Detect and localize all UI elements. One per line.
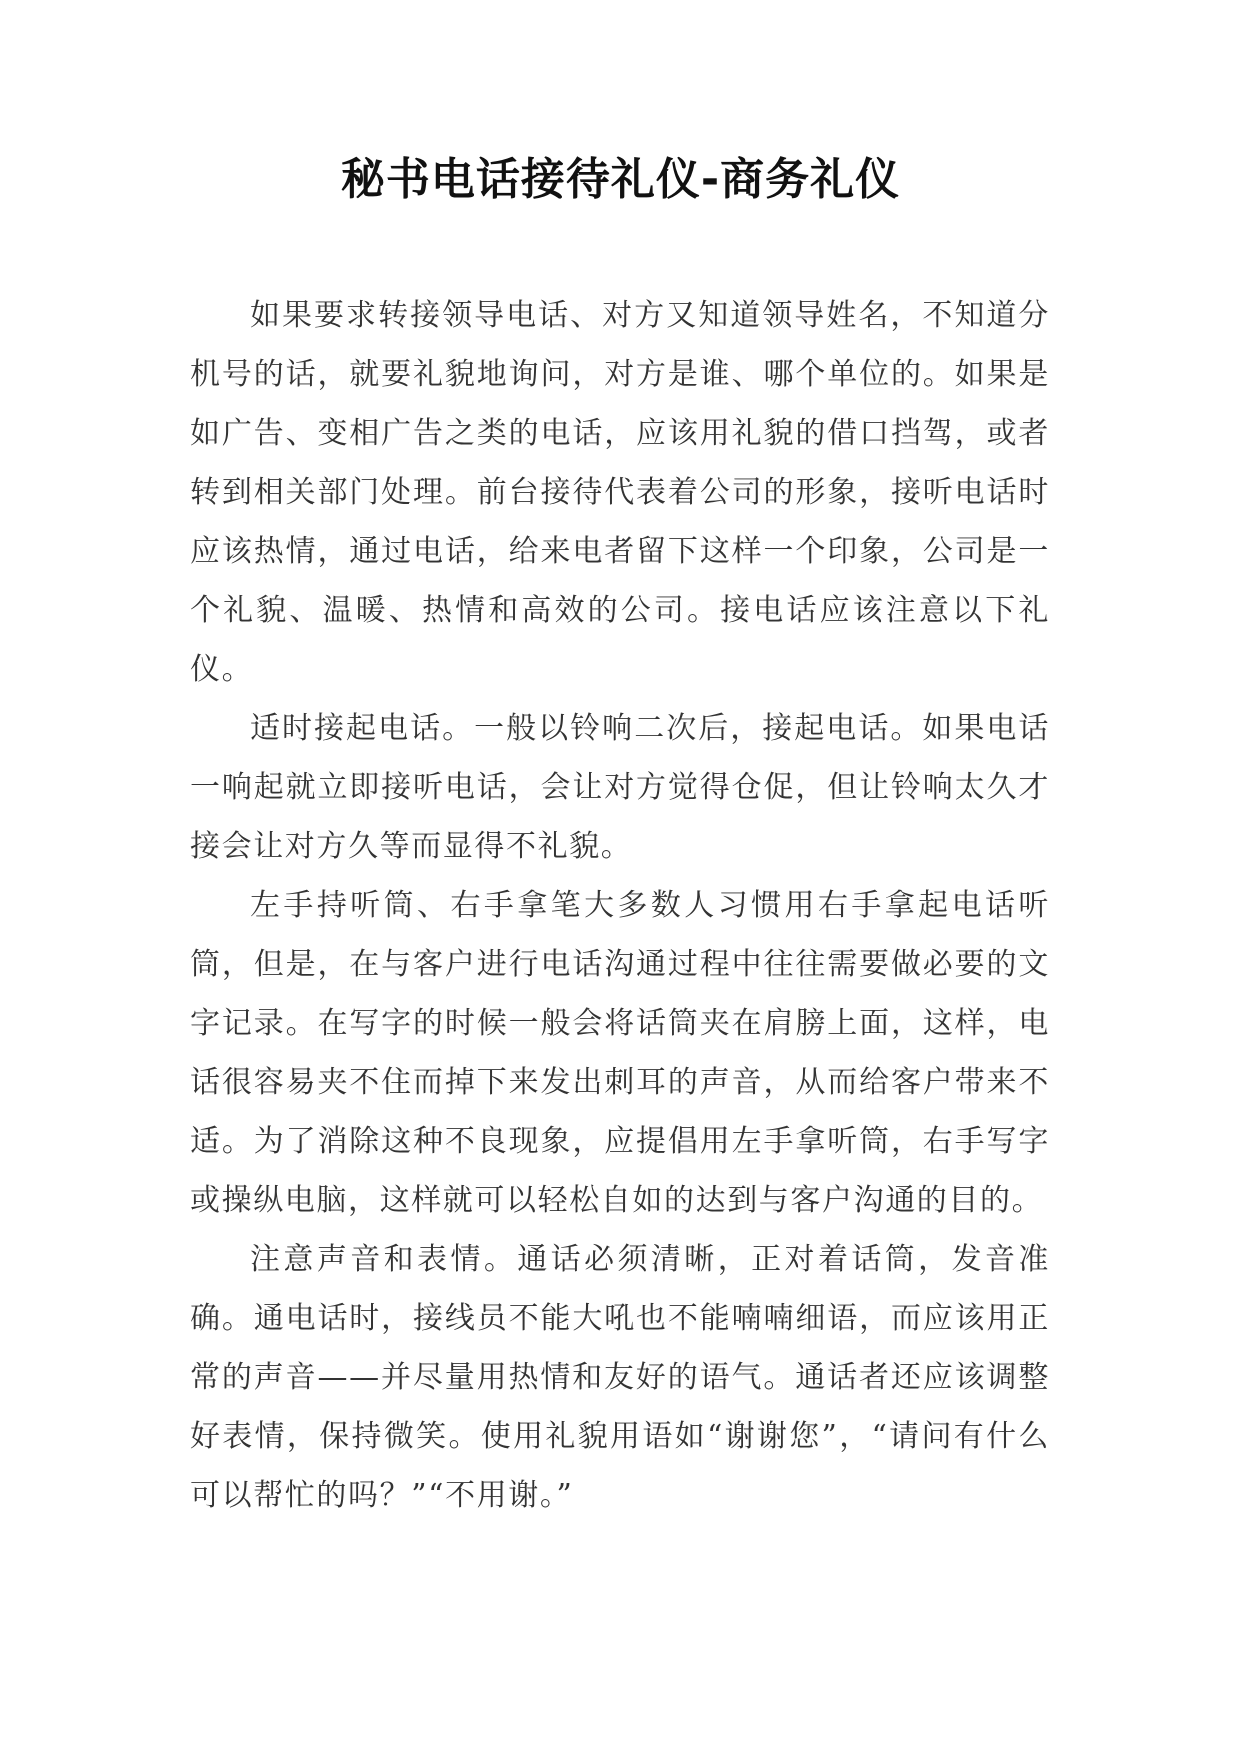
paragraph: 左手持听筒、右手拿笔大多数人习惯用右手拿起电话听筒，但是，在与客户进行电话沟通过程中往往需要做必要的文字记录。在写字的时候一般会将话筒夹在肩膀上面，这样，电话很容易夹不住而掉下来发出刺耳的声音，从而给客户带来不适。为了消除这种不良现象，应提倡用左手拿听筒，右手写字或操纵电脑，这样就可以轻松自如的达到与客户沟通的目的。 (190, 888, 1050, 1218)
document-title: 秘书电话接待礼仪-商务礼仪 (340, 154, 901, 205)
paragraph: 如果要求转接领导电话、对方又知道领导姓名，不知道分机号的话，就要礼貌地询问，对方是谁、哪个单位的。如果是如广告、变相广告之类的电话，应该用礼貌的借口挡驾，或者转到相关部门处理。前台接待代表着公司的形象，接听电话时应该热情，通过电话，给来电者留下这样一个印象，公司是一个礼貌、温暖、热情和高效的公司。接电话应该注意以下礼仪。 (190, 298, 1050, 687)
document-body (190, 286, 1050, 1525)
paragraph: 适时接起电话。一般以铃响二次后，接起电话。如果电话一响起就立即接听电话，会让对方觉得仓促，但让铃响太久才接会让对方久等而显得不礼貌。 (190, 711, 1050, 864)
paragraph: 注意声音和表情。通话必须清晰，正对着话筒，发音准确。通电话时，接线员不能大吼也不能喃喃细语，而应该用正常的声音——并尽量用热情和友好的语气。通话者还应该调整好表情，保持微笑。使用礼貌用语如“谢谢您”，“请问有什么可以帮忙的吗？”“不用谢。” (190, 1242, 1050, 1513)
